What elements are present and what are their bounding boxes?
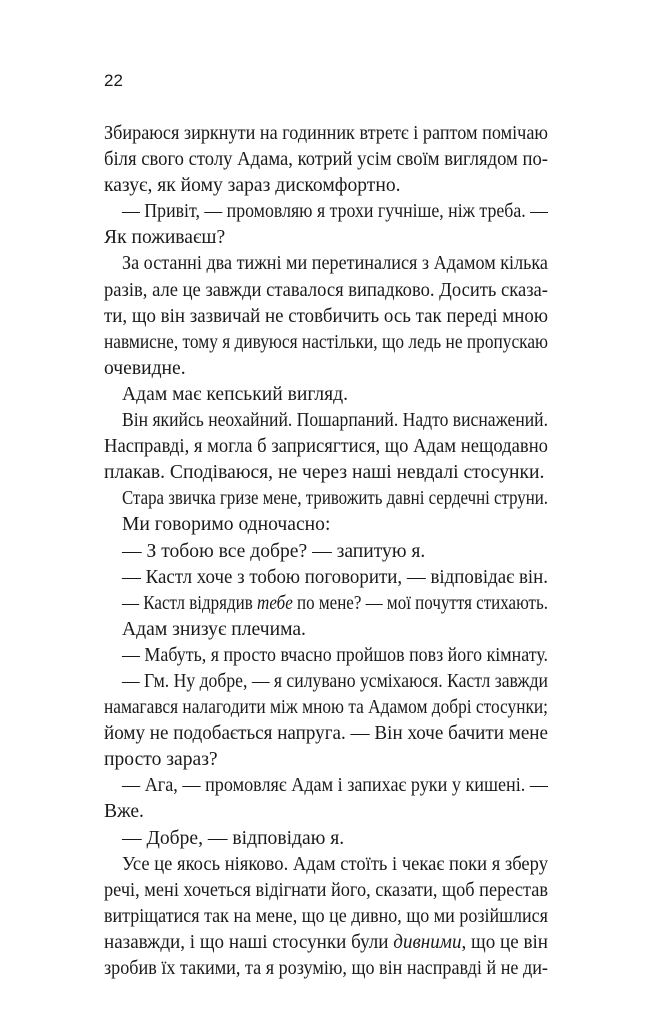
text-run: йому не подобається напруга. — Він хоче бачити мене <box>104 723 548 745</box>
text-line-content <box>122 643 548 669</box>
text-line <box>104 565 548 591</box>
text-run: — Мабуть, я просто вчасно пройшов повз його кімнату. <box>122 644 548 666</box>
text-run: Стара звичка гризе мене, тривожить давні сердечні струни. <box>122 488 548 510</box>
text-run: витріщатися так на мене, що це дивно, що ми розійшлися <box>104 905 548 927</box>
text-line-content <box>104 147 548 173</box>
text-line-content <box>122 382 348 408</box>
page-number: 22 <box>104 71 123 90</box>
text-line <box>104 304 548 330</box>
text-line <box>104 121 548 147</box>
text-line-content <box>104 278 548 304</box>
text-run: Насправді, я могла б заприсягтися, що Адам нещодавно <box>104 436 548 458</box>
text-run: — Добре, — відповідаю я. <box>122 827 345 849</box>
text-run: очевидне. <box>104 357 186 379</box>
text-run: разів, але це завжди ставалося випадково. Досить сказа- <box>104 279 548 301</box>
text-line-content <box>122 669 548 695</box>
text-run: — З тобою все добре? — запитую я. <box>122 540 426 562</box>
text-line-content <box>104 930 548 956</box>
text-line-content <box>122 852 548 878</box>
text-line-content <box>122 773 548 799</box>
text-line-content <box>122 565 548 591</box>
text-line <box>104 278 548 304</box>
text-run: Усе це якось ніяково. Адам стоїть і чекає поки я зберу <box>122 853 548 875</box>
text-run: зробив їх такими, та я розумію, що він насправді й не ди- <box>104 958 548 979</box>
text-line-content <box>122 512 330 538</box>
text-line <box>104 930 548 956</box>
text-line-content <box>104 330 548 356</box>
text-line-content <box>104 304 548 330</box>
text-line-content <box>104 721 548 747</box>
text-line-content <box>104 695 548 721</box>
text-line-content <box>104 434 548 460</box>
text-run: Адам має кепський вигляд. <box>122 383 349 405</box>
text-line <box>104 460 548 486</box>
text-run: — Кастл хоче з тобою поговорити, — відповідає він. <box>122 566 548 588</box>
text-line-content <box>104 904 548 930</box>
text-line-content <box>104 878 548 904</box>
text-line-content <box>104 799 144 825</box>
text-line <box>104 382 548 408</box>
text-run: по мене? — мої почуття стихають. <box>292 592 548 614</box>
text-line <box>104 878 548 904</box>
text-line-content <box>122 486 548 512</box>
text-line <box>104 539 548 565</box>
text-run: Адам знизує плечима. <box>122 618 306 640</box>
text-line <box>104 330 548 356</box>
text-run: ти, що він зазвичай не стовбичить ось так переді мною <box>104 305 548 327</box>
text-line <box>104 721 548 747</box>
text-line <box>104 956 548 982</box>
text-run: казує, як йому зараз дискомфортно. <box>104 175 401 197</box>
text-line <box>104 199 548 225</box>
text-line <box>104 408 548 434</box>
text-run: Вже. <box>104 801 144 823</box>
text-line-content <box>104 747 218 773</box>
emphasis-text: тебе <box>257 592 293 614</box>
text-line <box>104 826 548 852</box>
text-line <box>104 486 548 512</box>
text-line <box>104 434 548 460</box>
text-run: За останні два тижні ми перетиналися з Адамом кілька <box>122 253 548 275</box>
text-line-content <box>104 173 401 199</box>
text-run: Ми говоримо одночасно: <box>122 514 331 536</box>
text-line-content <box>122 251 548 277</box>
text-line <box>104 643 548 669</box>
text-line-content <box>122 591 548 617</box>
text-line-content <box>104 460 544 486</box>
text-line-content <box>122 539 425 565</box>
text-run: плакав. Сподіваюся, не через наші невдалі стосунки. <box>104 462 545 484</box>
text-line <box>104 669 548 695</box>
text-line <box>104 852 548 878</box>
text-run: — Привіт, — промовляю я трохи гучніше, ніж треба. — <box>122 201 548 223</box>
text-run: біля свого столу Адама, котрий усім своїм виглядом по- <box>104 149 548 171</box>
text-run: Як поживаєш? <box>104 227 226 249</box>
text-run: — Кастл відрядив <box>122 592 258 614</box>
text-line-content <box>122 617 306 643</box>
text-run: Збираюся зиркнути на годинник втретє і раптом помічаю <box>104 123 548 144</box>
text-line-content <box>104 225 225 251</box>
text-line <box>104 591 548 617</box>
text-line-content <box>104 356 186 382</box>
text-run: речі, мені хочеться відігнати його, сказати, щоб перестав <box>104 879 548 901</box>
text-run: — Ага, — промовляє Адам і запихає руки у кишені. — <box>122 775 548 797</box>
text-line <box>104 617 548 643</box>
text-run: намагався налагодити між мною та Адамом добрі стосунки; <box>104 697 548 719</box>
text-run: назавжди, і що наші стосунки були <box>104 931 394 953</box>
text-line <box>104 512 548 538</box>
text-line-content <box>122 826 344 852</box>
text-line <box>104 225 548 251</box>
text-line-content <box>104 956 548 982</box>
text-line <box>104 251 548 277</box>
text-line-content <box>122 199 548 225</box>
emphasis-text: дивними <box>393 931 462 953</box>
text-line <box>104 173 548 199</box>
text-run: — Гм. Ну добре, — я силувано усміхаюся. Кастл завжди <box>122 670 548 692</box>
text-line <box>104 773 548 799</box>
text-line <box>104 799 548 825</box>
text-run: просто зараз? <box>104 749 218 771</box>
text-run: , що це він <box>461 931 548 953</box>
text-run: Він якийсь неохайний. Пошарпаний. Надто виснажений. <box>122 410 548 432</box>
body-text <box>104 121 548 982</box>
text-line <box>104 904 548 930</box>
text-line-content <box>104 121 548 147</box>
text-line <box>104 695 548 721</box>
text-line <box>104 356 548 382</box>
text-line <box>104 147 548 173</box>
text-line <box>104 747 548 773</box>
text-line-content <box>122 408 548 434</box>
text-run: навмисне, тому я дивуюся настільки, що ледь не пропускаю <box>104 331 548 353</box>
